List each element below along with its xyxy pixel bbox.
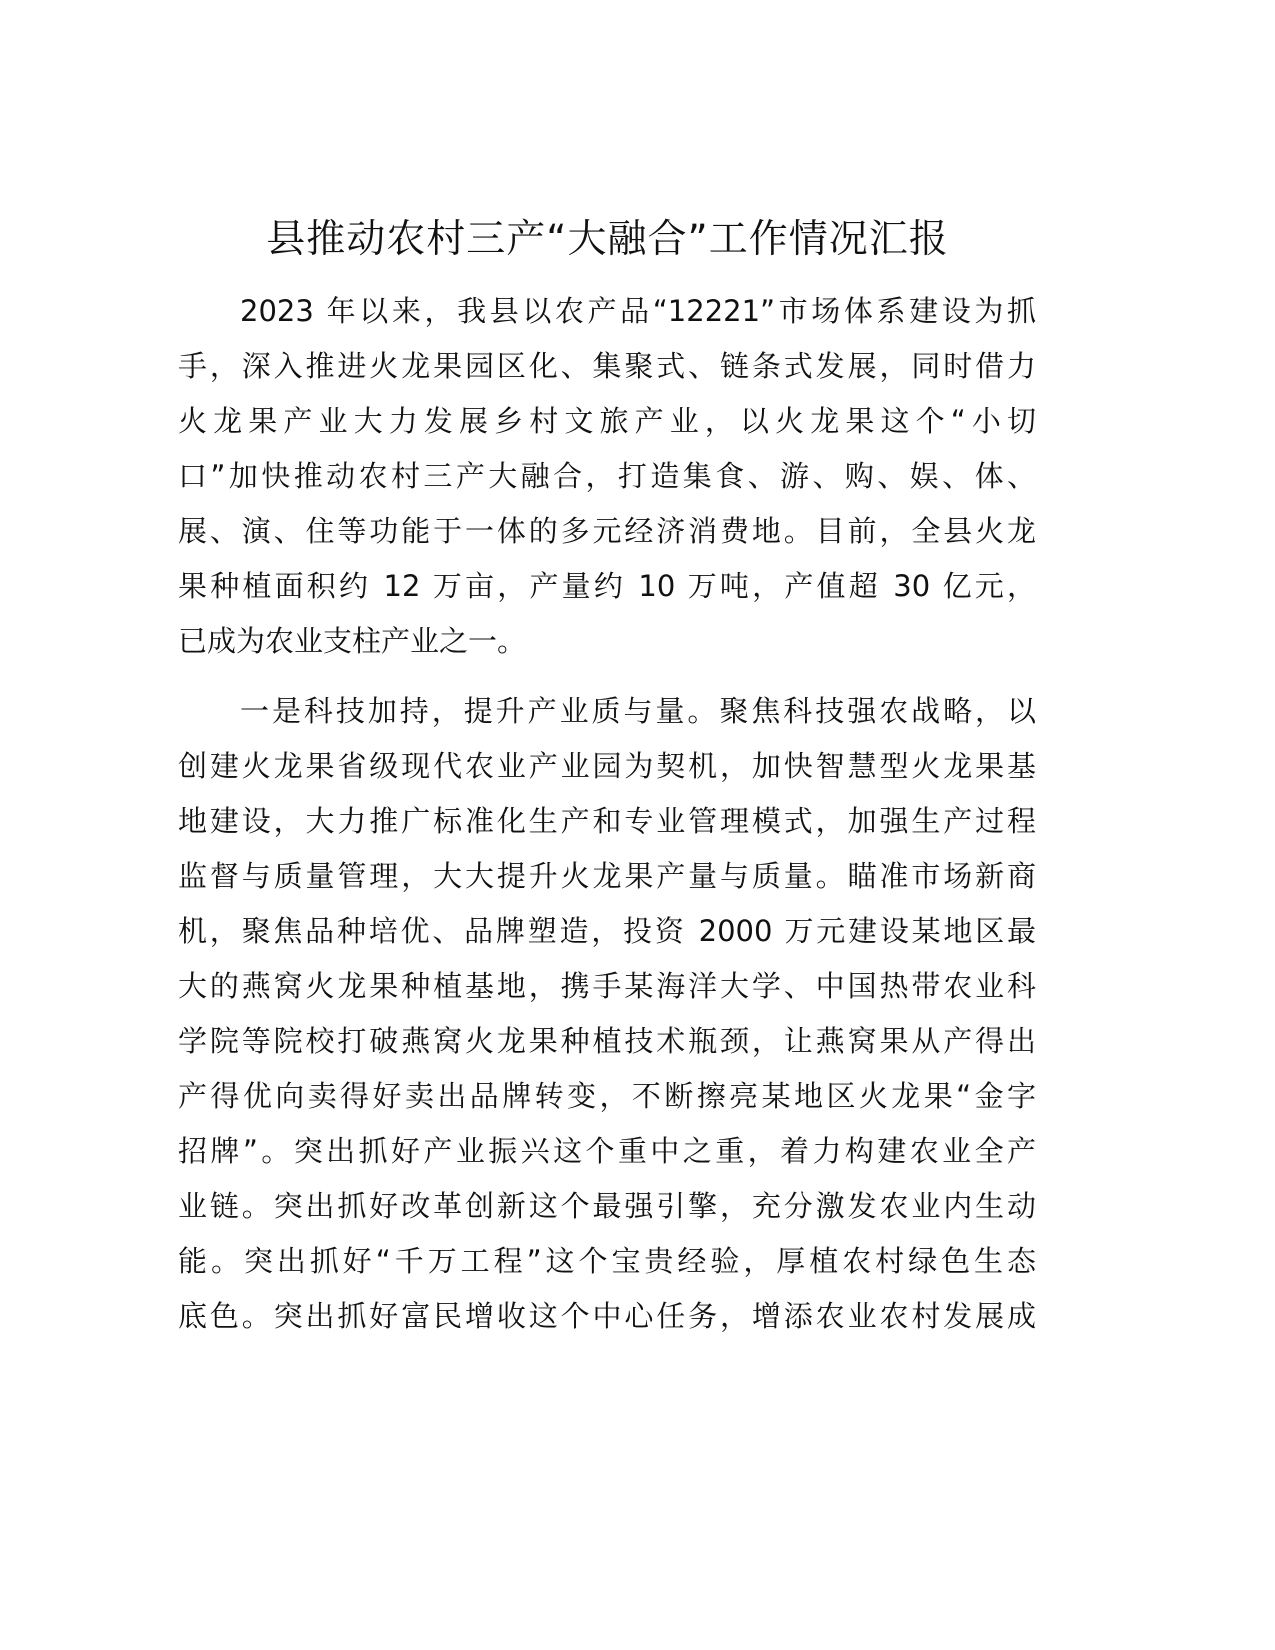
paragraph xyxy=(178,284,1036,669)
paragraph-line: 手，深入推进火龙果园区化、集聚式、链条式发展，同时借力 xyxy=(178,349,1036,383)
paragraph xyxy=(178,684,1036,1344)
paragraph-line: 监督与质量管理，大大提升火龙果产量与质量。瞄准市场新商 xyxy=(178,859,1036,893)
paragraph-line: 机，聚焦品种培优、品牌塑造，投资 2000 万元建设某地区最 xyxy=(178,914,1036,948)
paragraph-line: 一是科技加持，提升产业质与量。聚焦科技强农战略，以 xyxy=(240,694,1036,728)
paragraph-line: 产得优向卖得好卖出品牌转变，不断擦亮某地区火龙果“金字 xyxy=(178,1079,1036,1113)
paragraph-line: 已成为农业支柱产业之一。 xyxy=(178,624,527,658)
paragraph-line: 能。突出抓好“千万工程”这个宝贵经验，厚植农村绿色生态 xyxy=(178,1244,1036,1278)
paragraph-line: 展、演、住等功能于一体的多元经济消费地。目前，全县火龙 xyxy=(178,514,1036,548)
paragraph-line: 2023 年以来，我县以农产品“12221”市场体系建设为抓 xyxy=(240,294,1036,328)
paragraph-line: 学院等院校打破燕窝火龙果种植技术瓶颈，让燕窝果从产得出 xyxy=(178,1024,1036,1058)
paragraph-line: 业链。突出抓好改革创新这个最强引擎，充分激发农业内生动 xyxy=(178,1189,1036,1223)
document-title: 县推动农村三产“大融合”工作情况汇报 xyxy=(266,217,949,262)
paragraph-line: 大的燕窝火龙果种植基地，携手某海洋大学、中国热带农业科 xyxy=(178,969,1036,1003)
paragraph-line: 地建设，大力推广标准化生产和专业管理模式，加强生产过程 xyxy=(178,804,1036,838)
paragraph-line: 口”加快推动农村三产大融合，打造集食、游、购、娱、体、 xyxy=(178,459,1036,493)
paragraph-line: 创建火龙果省级现代农业产业园为契机，加快智慧型火龙果基 xyxy=(178,749,1036,783)
paragraph-line: 火龙果产业大力发展乡村文旅产业，以火龙果这个“小切 xyxy=(178,404,1036,438)
paragraph-line: 底色。突出抓好富民增收这个中心任务，增添农业农村发展成 xyxy=(178,1299,1036,1333)
document-body xyxy=(178,284,1036,1359)
paragraph-line: 招牌”。突出抓好产业振兴这个重中之重，着力构建农业全产 xyxy=(178,1134,1036,1168)
paragraph-line: 果种植面积约 12 万亩，产量约 10 万吨，产值超 30 亿元， xyxy=(178,569,1036,603)
